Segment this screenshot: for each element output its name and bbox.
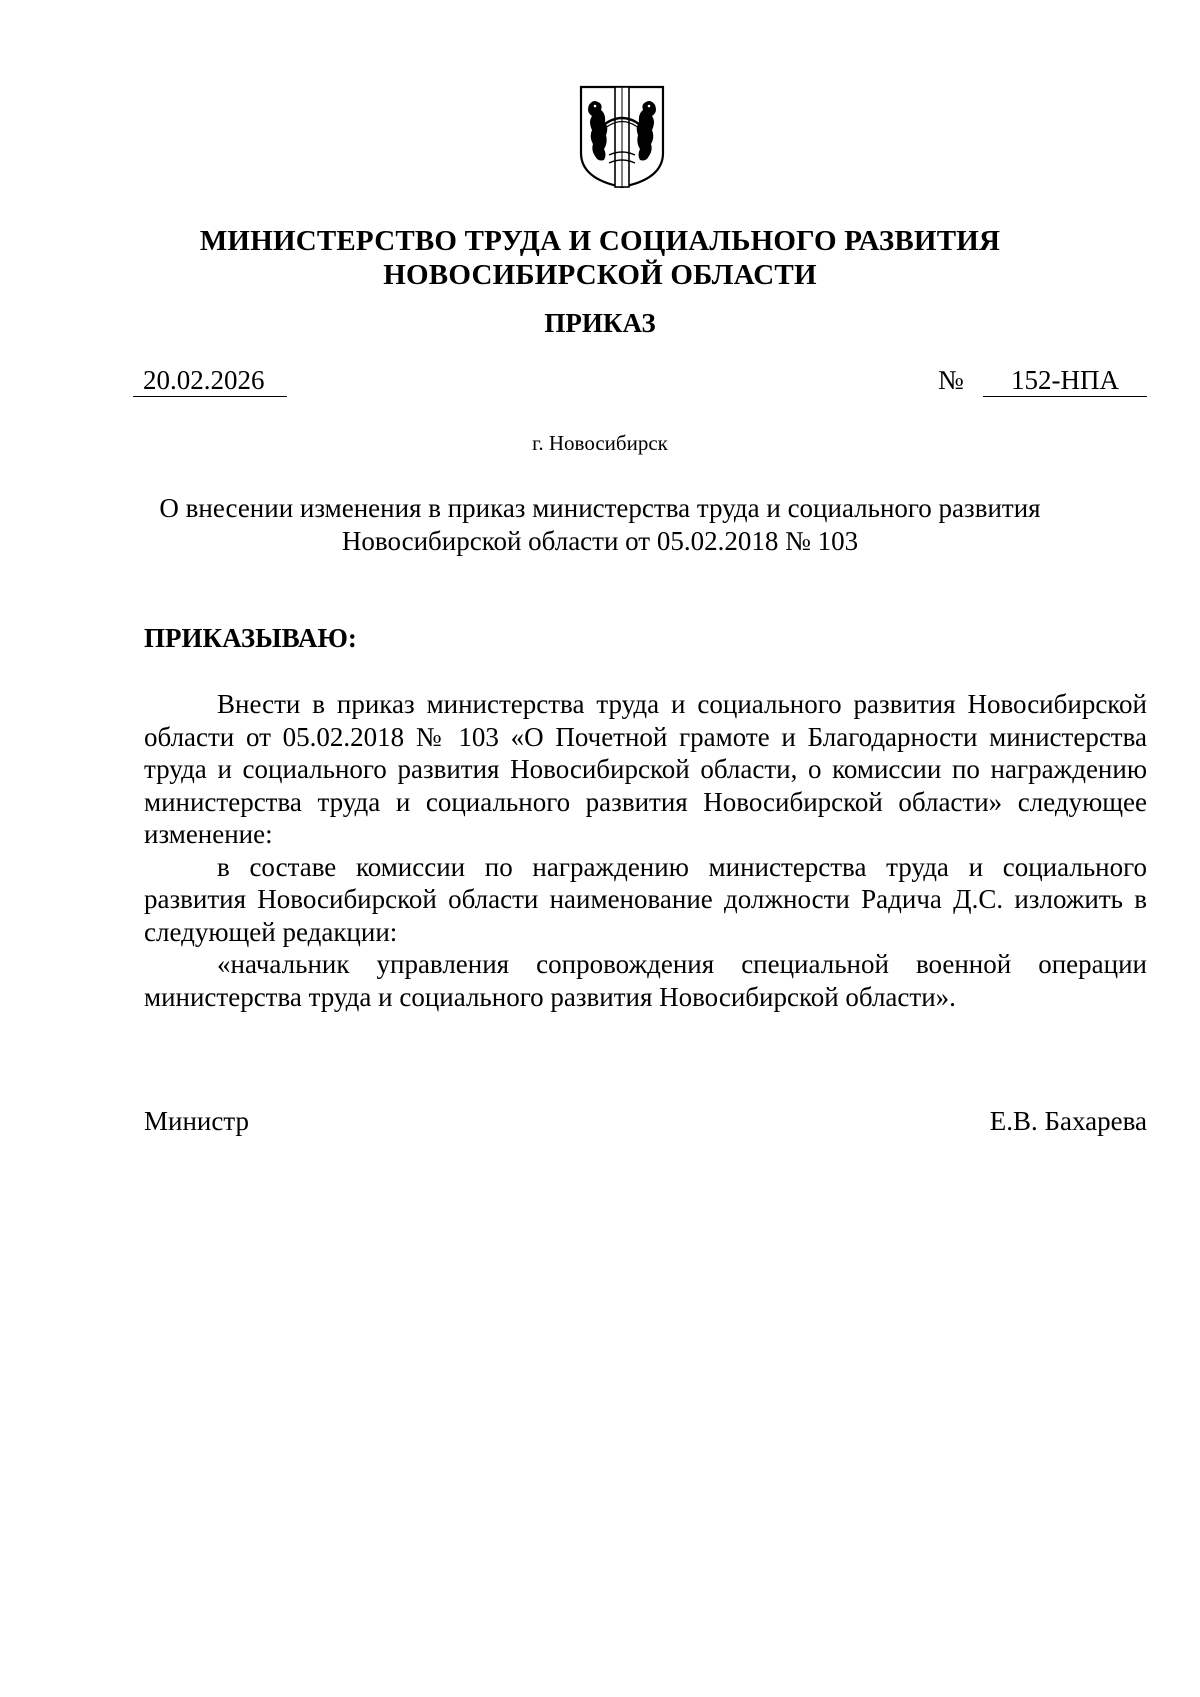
order-heading: ПРИКАЗЫВАЮ: — [144, 623, 357, 653]
coat-of-arms-icon — [577, 83, 667, 191]
city: г. Новосибирск — [532, 431, 668, 455]
body-paragraph-2: в составе комиссии по награждению министерства труда и социального развития Новосибирской области наименование должности Радича Д.С. изложить в следующей редакции: — [144, 851, 1147, 947]
number-sign: № — [938, 365, 964, 395]
ministry-name-line-1: МИНИСТЕРСТВО ТРУДА И СОЦИАЛЬНОГО РАЗВИТИЯ — [199, 225, 1001, 257]
document-type: ПРИКАЗ — [544, 308, 656, 338]
order-body — [144, 688, 1147, 1013]
ministry-name — [150, 224, 1050, 292]
subject-line-2: Новосибирской области от 05.02.2018 № 103 — [341, 526, 859, 556]
subject-line-1: О внесении изменения в приказ министерства труда и социального развития — [159, 493, 1041, 523]
signatory-position: Министр — [144, 1106, 249, 1136]
ministry-name-line-2: НОВОСИБИРСКОЙ ОБЛАСТИ — [383, 259, 817, 291]
signatory-name: Е.В. Бахарева — [989, 1106, 1147, 1136]
document-date: 20.02.2026 — [133, 364, 287, 397]
document-subject — [150, 492, 1050, 558]
body-paragraph-1: Внести в приказ министерства труда и социального развития Новосибирской области от 05.02.2018 № 103 «О Почетной грамоте и Благодарности министерства труда и социального развития Новосибирской области, о комиссии по награждению министерства труда и социального развития Новосибирской области» следующее изменение: — [144, 689, 1147, 849]
document-number: 152-НПА — [983, 364, 1147, 397]
body-paragraph-3: «начальник управления сопровождения специальной военной операции министерства труда и социального развития Новосибирской области». — [144, 949, 1147, 1012]
